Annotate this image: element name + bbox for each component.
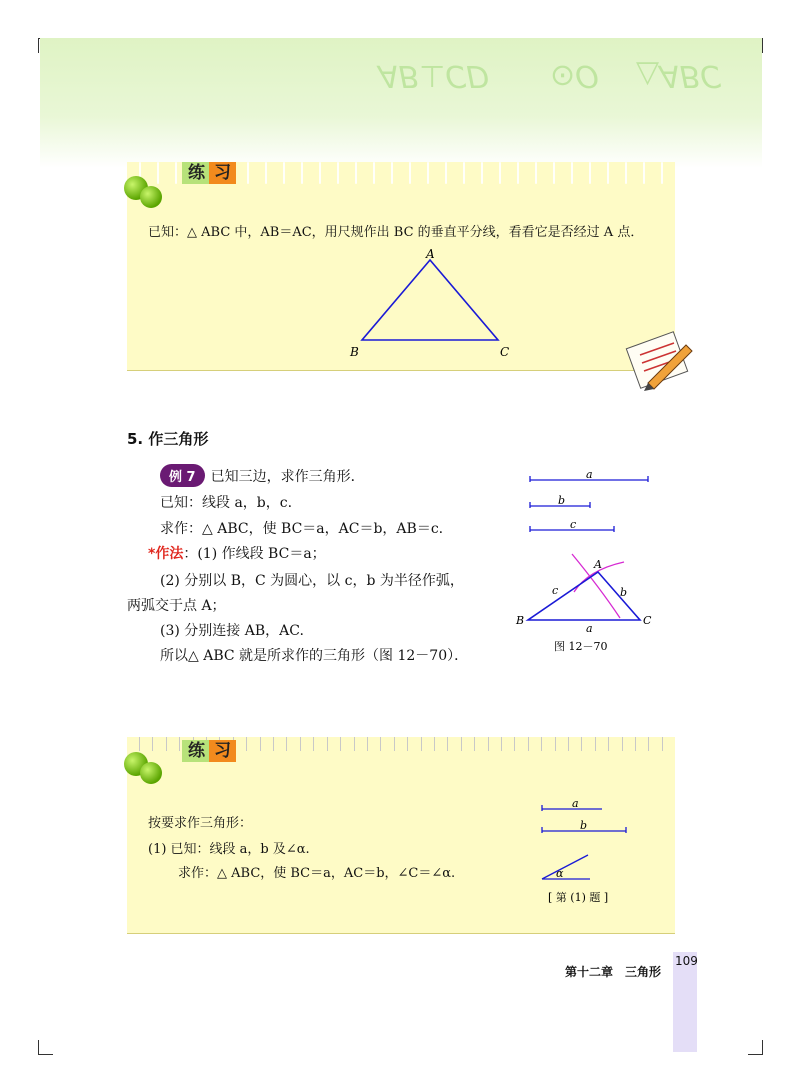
fig-side-c: c <box>552 584 559 597</box>
step-1-text: ：(1) 作线段 BC＝a； <box>183 546 326 562</box>
green-ball-icon <box>140 186 162 208</box>
p2-figure-caption: [ 第 (1) 题 ] <box>548 891 609 904</box>
example-step-2a: (2) 分别以 B，C 为圆心，以 c，b 为半径作弧， <box>160 573 464 589</box>
practice-tag-right: 习 <box>209 162 236 184</box>
angle-label-alpha: α <box>556 867 564 880</box>
fig-side-b: b <box>620 586 628 599</box>
figure-12-70 <box>512 548 662 656</box>
practice-tag-right: 习 <box>209 740 236 762</box>
p2-segment-label-a: a <box>572 797 579 810</box>
example-given: 已知：线段 a，b，c. <box>160 495 293 511</box>
vertex-label-b: B <box>350 345 359 359</box>
green-ball-icon <box>140 762 162 784</box>
practice-1-text: 已知：△ ABC 中，AB＝AC，用尺规作出 BC 的垂直平分线，看看它是否经过 A 点． <box>148 225 644 240</box>
fig-label-b: B <box>516 614 525 627</box>
page-number: 109 <box>675 954 698 968</box>
example-conclusion: 所以△ ABC 就是所求作的三角形（图 12－70）． <box>160 648 469 664</box>
chapter-footer: 第十二章 三角形 <box>565 965 662 979</box>
vertex-label-a: A <box>426 247 435 261</box>
example-step-2b: 两弧交于点 A； <box>127 598 226 614</box>
practice-tag-left: 练 <box>182 740 211 762</box>
crop-mark-bottom-right <box>748 1040 763 1055</box>
vertex-label-c: C <box>500 345 510 359</box>
banner-mirror-text-right: △ABC <box>636 58 722 93</box>
figure-caption: 图 12－70 <box>554 640 608 653</box>
practice-1-triangle <box>340 246 520 362</box>
practice-2-given: (1) 已知：线段 a，b 及∠α. <box>148 842 310 857</box>
practice-2-requirement: 求作：△ ABC，使 BC＝a，AC＝b，∠C＝∠α. <box>178 866 456 881</box>
p2-segment-label-b: b <box>580 819 588 832</box>
segment-label-c: c <box>570 518 577 531</box>
practice-tag-left: 练 <box>182 162 211 184</box>
example-requirement: 求作：△ ABC，使 BC＝a，AC＝b，AB＝c. <box>160 521 444 537</box>
notebook-pencil-icon <box>622 325 698 393</box>
method-label: *作法 <box>148 546 184 562</box>
fig-label-c: C <box>643 614 652 627</box>
example-heading <box>160 464 365 487</box>
practice-tag-2 <box>182 736 236 761</box>
banner-mirror-text-left: AB⊥CD <box>378 58 490 93</box>
practice-2-figure <box>538 795 638 907</box>
example-step-1 <box>148 543 326 563</box>
triangle-abc <box>362 260 498 340</box>
example-badge: 例 7 <box>160 464 205 487</box>
given-segments <box>528 466 654 538</box>
crop-mark-bottom-left <box>38 1040 53 1055</box>
fig-side-a: a <box>586 622 593 635</box>
banner-mirror-text-mid: ⊙O <box>550 58 599 93</box>
example-step-3: (3) 分别连接 AB，AC. <box>160 623 304 639</box>
example-title: 已知三边，求作三角形． <box>210 469 365 485</box>
segment-label-b: b <box>558 494 566 507</box>
practice-2-intro: 按要求作三角形： <box>148 816 253 831</box>
fig-label-a: A <box>594 558 602 571</box>
practice-tag-1 <box>182 158 236 183</box>
section-title: 5. 作三角形 <box>127 430 209 448</box>
angle-ray <box>542 855 588 879</box>
segment-label-a: a <box>586 468 593 481</box>
